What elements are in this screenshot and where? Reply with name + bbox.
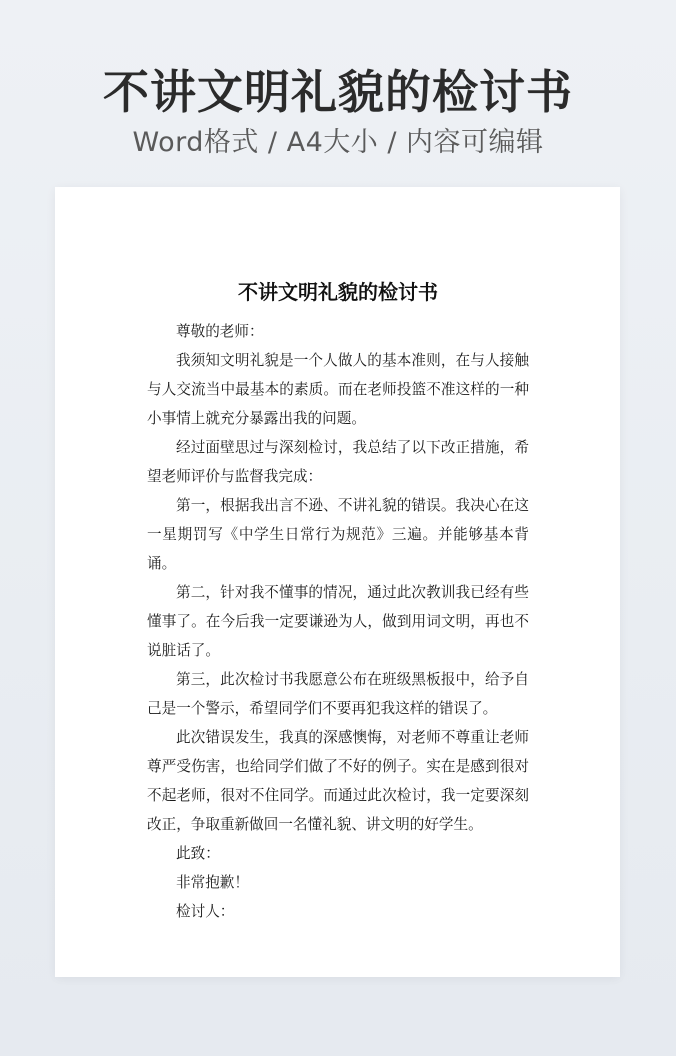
salutation: 尊敬的老师：	[176, 323, 264, 340]
document-title: 不讲文明礼貌的检讨书	[238, 280, 438, 304]
paragraph: 此次错误发生，我真的深感懊悔，对老师不尊重让老师尊严受伤害，也给同学们做了不好的例子。实在是感到很对不起老师，很对不住同学。而通过此次检讨，我一定要深刻改正，争取重新做回一名懂礼貌、讲文明的好学生。	[147, 729, 529, 833]
paragraph: 我须知文明礼貌是一个人做人的基本准则，在与人接触与人交流当中最基本的素质。而在老师投篮不准这样的一种小事情上就充分暴露出我的问题。	[147, 352, 529, 427]
apology: 非常抱歉！	[176, 874, 249, 891]
paragraph: 经过面壁思过与深刻检讨，我总结了以下改正措施，希望老师评价与监督我完成：	[147, 439, 529, 485]
paragraph: 第三，此次检讨书我愿意公布在班级黑板报中，给予自己是一个警示，希望同学们不要再犯我这样的错误了。	[147, 671, 529, 717]
document-page	[55, 187, 620, 977]
closing: 此致：	[176, 845, 220, 862]
paragraph: 第一，根据我出言不逊、不讲礼貌的错误。我决心在这一星期罚写《中学生日常行为规范》三遍。并能够基本背诵。	[147, 497, 529, 572]
document-body	[147, 317, 529, 926]
page-subtitle: Word格式 / A4大小 / 内容可编辑	[132, 127, 544, 158]
page-title: 不讲文明礼貌的检讨书	[103, 65, 573, 119]
signature: 检讨人：	[176, 903, 235, 920]
paragraph: 第二，针对我不懂事的情况，通过此次教训我已经有些懂事了。在今后我一定要谦逊为人，做到用词文明，再也不说脏话了。	[147, 584, 529, 659]
page-header	[0, 64, 676, 160]
